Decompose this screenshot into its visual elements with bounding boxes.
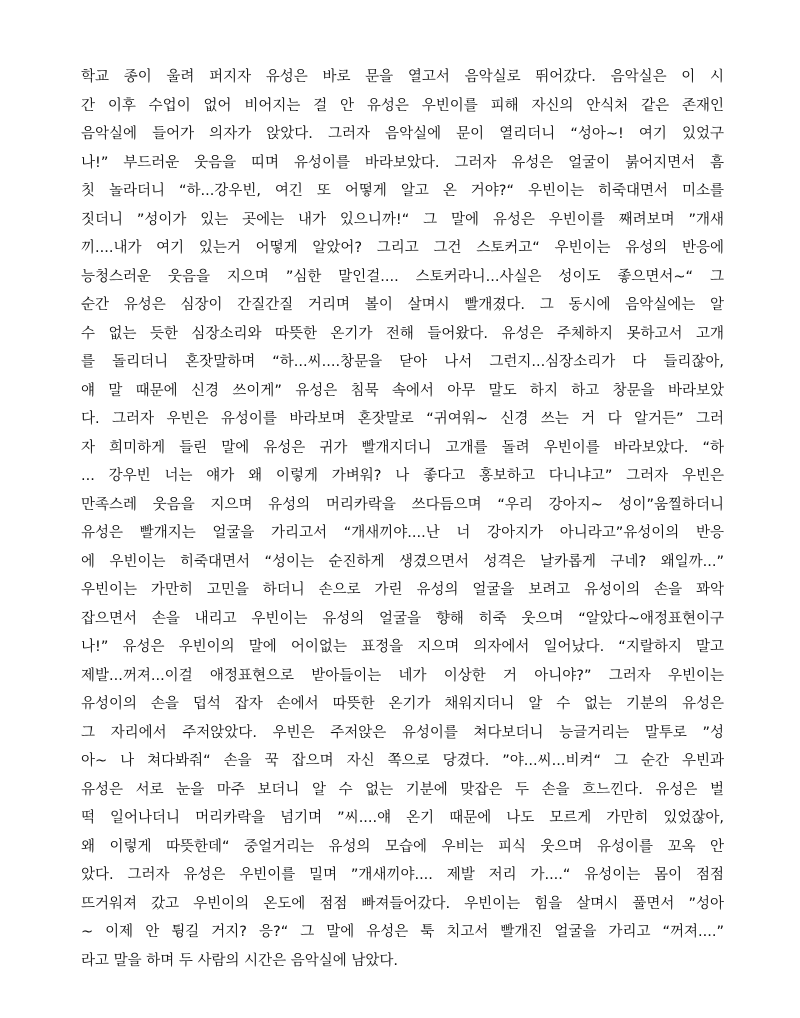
text-line-6: 짓더니 ”성이가 있는 곳에는 내가 있으니까!“ 그 말에 유성은 우빈이를 째려보며 ”개새 — [81, 211, 724, 228]
text-line-24: 그 자리에서 주저앉았다. 우빈은 주저앉은 유성이를 쳐다보더니 능글거리는 말투로 ”성 — [81, 724, 724, 741]
text-line-8: 능청스러운 웃음을 지으며 ”심한 말인걸.... 스토커라니...사실은 성이도 좋으면서~“ 그 — [81, 268, 724, 285]
text-line-1: 학교 종이 울려 퍼지자 유성은 바로 문을 열고서 음악실로 뛰어갔다. 음악실은 이 시 — [81, 69, 724, 85]
text-line-3: 음악실에 들어가 의자가 앉았다. 그러자 음악실에 문이 열리더니 “성아~! 여기 있었구 — [81, 126, 724, 142]
text-line-21: 나!” 유성은 우빈이의 말에 어이없는 표정을 지으며 의자에서 일어났다. “지랄하지 말고 — [81, 639, 724, 655]
text-line-15: ... 강우빈 너는 얘가 왜 이렇게 가벼워? 나 좋다고 홍보하고 다니냐고” 그러자 우빈은 — [81, 468, 724, 484]
text-line-32: 라고 말을 하며 두 사람의 시간은 음악실에 남았다. — [81, 952, 399, 969]
text-line-9: 순간 유성은 심장이 간질간질 거리며 볼이 살며시 빨개졌다. 그 동시에 음악실에는 알 — [81, 297, 724, 313]
text-line-29: 았다. 그러자 유성은 우빈이를 밀며 ”개새끼야.... 제발 저리 가....“ 유성이는 몸이 점점 — [81, 867, 724, 883]
text-line-30: 뜨거워져 갔고 우빈이의 온도에 점점 빠져들어갔다. 우빈이는 힘을 살며시 풀면서 ”성아 — [81, 895, 724, 912]
text-line-12: 얘 말 때문에 신경 쓰이게” 유성은 침묵 속에서 아무 말도 하지 하고 창문을 바라보았 — [81, 382, 724, 399]
text-line-27: 떡 일어나더니 머리카락을 넘기며 ”씨....얘 온기 때문에 나도 모르게 가만히 있었잖아, — [81, 810, 724, 826]
text-line-14: 자 희미하게 들린 말에 유성은 귀가 빨개지더니 고개를 돌려 우빈이를 바라보았다. “하 — [81, 439, 724, 456]
text-line-17: 유성은 빨개지는 얼굴을 가리고서 “개새끼야....난 너 강아지가 아니라고”유성이의 반응 — [81, 525, 724, 541]
text-line-22: 제발...꺼져...이걸 애정표현으로 받아들이는 네가 이상한 거 아니야?” 그러자 우빈이는 — [81, 667, 724, 684]
story-paragraph — [81, 63, 724, 975]
document-body — [81, 63, 724, 975]
text-line-23: 유성이의 손을 덥석 잡자 손에서 따뜻한 온기가 채워지더니 알 수 없는 기분의 유성은 — [81, 696, 724, 712]
text-line-7: 끼....내가 여기 있는거 어떻게 알았어? 그리고 그건 스토커고“ 우빈이는 유성의 반응에 — [81, 240, 724, 256]
text-line-28: 왜 이렇게 따뜻한데“ 중얼거리는 유성의 모습에 우비는 피식 웃으며 유성이를 꼬옥 안 — [81, 838, 724, 855]
text-line-13: 다. 그러자 우빈은 유성이를 바라보며 혼잣말로 “귀여워~ 신경 쓰는 거 다 알거든” 그러 — [81, 411, 724, 427]
text-line-25: 아~ 나 쳐다봐줘“ 손을 꾹 잡으며 자신 쪽으로 당겼다. ”야...씨...비켜“ 그 순간 우빈과 — [81, 753, 724, 769]
text-line-19: 우빈이는 가만히 고민을 하더니 손으로 가린 유성의 얼굴을 보려고 유성이의 손을 꽈악 — [81, 582, 724, 598]
text-line-18: 에 우빈이는 히죽대면서 “성이는 순진하게 생겼으면서 성격은 날카롭게 구네? 왜일까...” — [81, 553, 724, 570]
text-line-2: 간 이후 수업이 없어 비어지는 걸 안 유성은 우빈이를 피해 자신의 안식처 같은 존재인 — [81, 97, 724, 114]
text-line-16: 만족스레 웃음을 지으며 유성의 머리카락을 쓰다듬으며 “우리 강아지~ 성이”움찔하더니 — [81, 496, 724, 513]
text-line-5: 칫 놀라더니 “하...강우빈, 여긴 또 어떻게 알고 온 거야?“ 우빈이는 히죽대면서 미소를 — [81, 183, 724, 199]
text-line-11: 를 돌리더니 혼잣말하며 “하...씨....창문을 닫아 나서 그런지...심장소리가 다 들리잖아, — [81, 354, 724, 370]
text-line-4: 나!” 부드러운 웃음을 띠며 유성이를 바라보았다. 그러자 유성은 얼굴이 붉어지면서 흠 — [81, 154, 724, 171]
text-line-26: 유성은 서로 눈을 마주 보더니 알 수 없는 기분에 맞잡은 두 손을 흐느낀다. 유성은 벌 — [81, 781, 724, 798]
text-line-20: 잡으면서 손을 내리고 우빈이는 유성의 얼굴을 향해 히죽 웃으며 “알았다~애정표현이구 — [81, 610, 724, 627]
text-line-10: 수 없는 듯한 심장소리와 따뜻한 온기가 전해 들어왔다. 유성은 주체하지 못하고서 고개 — [81, 325, 724, 342]
text-line-31: ~ 이제 안 튕길 거지? 응?“ 그 말에 유성은 툭 치고서 빨개진 얼굴을 가리고 “꺼져....” — [81, 924, 724, 940]
